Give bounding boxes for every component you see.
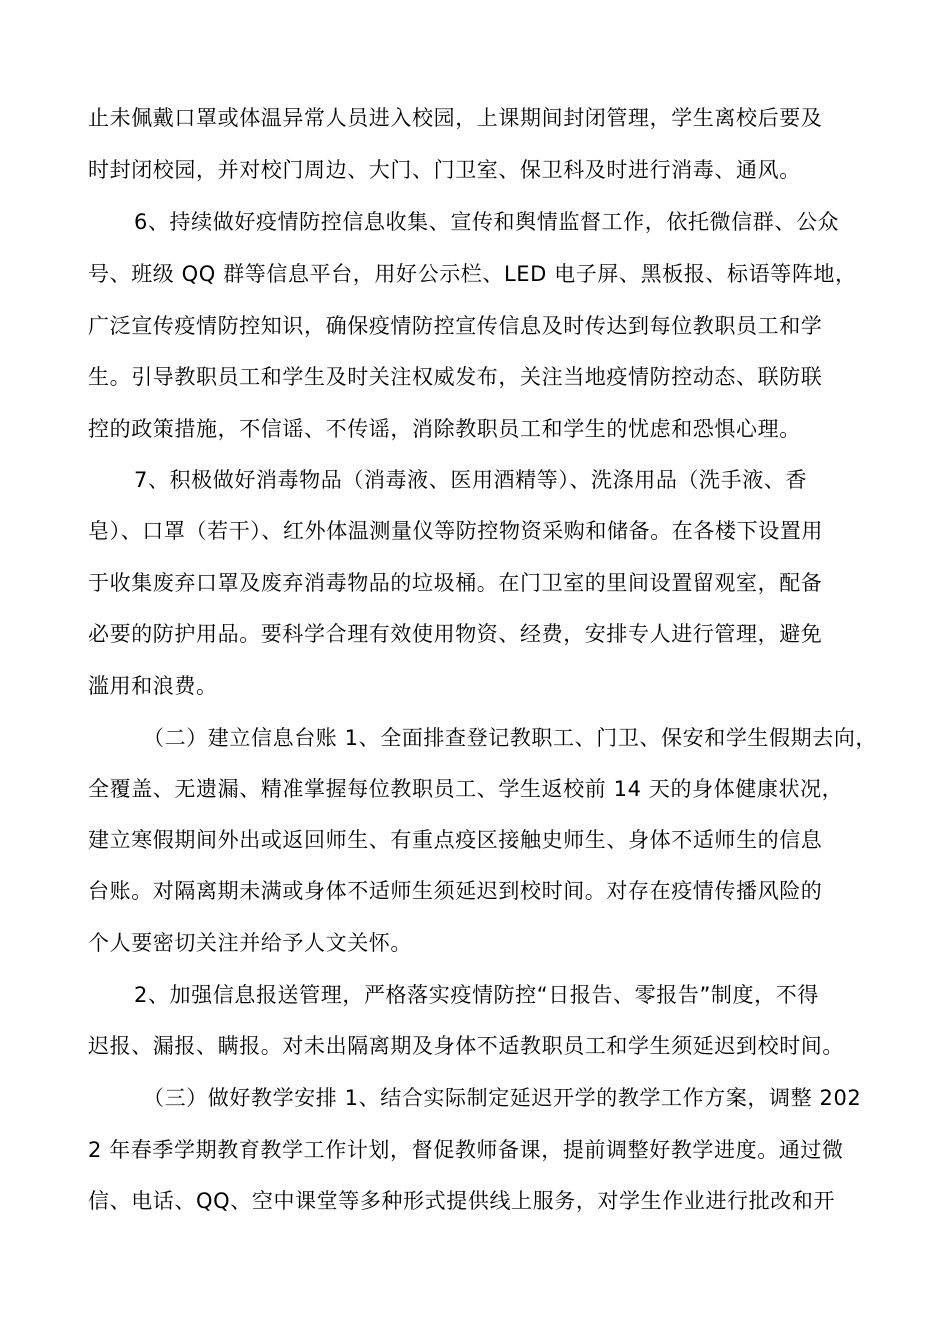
text-line: 必要的防护用品。要科学合理有效使用物资、经费，安排专人进行管理，避免 bbox=[88, 622, 823, 646]
text-line: 止未佩戴口罩或体温异常人员进入校园，上课期间封闭管理，学生离校后要及 bbox=[88, 106, 823, 130]
paragraph-start-line: 7、积极做好消毒物品（消毒液、医用酒精等）、洗涤用品（洗手液、香 bbox=[134, 468, 808, 492]
text-line: 个人要密切关注并给予人文关怀。 bbox=[88, 931, 412, 955]
text-line: 生。引导教职员工和学生及时关注权威发布，关注当地疫情防控动态、联防联 bbox=[88, 365, 823, 389]
text-line: 信、电话、QQ、空中课堂等多种形式提供线上服务，对学生作业进行批改和开 bbox=[88, 1189, 836, 1213]
paragraph-start-line: 6、持续做好疫情防控信息收集、宣传和舆情监督工作，依托微信群、公众 bbox=[134, 210, 840, 234]
text-line: 号、班级 QQ 群等信息平台，用好公示栏、LED 电子屏、黑板报、标语等阵地， bbox=[88, 262, 857, 286]
text-line: 广泛宣传疫情防控知识，确保疫情防控宣传信息及时传达到每位教职员工和学 bbox=[88, 314, 823, 338]
text-line: 全覆盖、无遗漏、精准掌握每位教职员工、学生返校前 14 天的身体健康状况， bbox=[88, 777, 844, 801]
text-line: 台账。对隔离期未满或身体不适师生须延迟到校时间。对存在疫情传播风险的 bbox=[88, 879, 823, 903]
text-line: 时封闭校园，并对校门周边、大门、门卫室、保卫科及时进行消毒、通风。 bbox=[88, 158, 801, 182]
text-line: 控的政策措施，不信谣、不传谣，消除教职员工和学生的忧虑和恐惧心理。 bbox=[88, 417, 801, 441]
text-line: 2 年春季学期教育教学工作计划，督促教师备课，提前调整好教学进度。通过微 bbox=[88, 1138, 844, 1162]
text-line: 皂）、口罩（若干）、红外体温测量仪等防控物资采购和储备。在各楼下设置用 bbox=[88, 519, 823, 543]
section-heading-line: （二）建立信息台账 1、全面排查登记教职工、门卫、保安和学生假期去向， bbox=[143, 726, 878, 750]
text-line: 于收集废弃口罩及废弃消毒物品的垃圾桶。在门卫室的里间设置留观室，配备 bbox=[88, 571, 823, 595]
paragraph-start-line: 2、加强信息报送管理，严格落实疫情防控“日报告、零报告”制度，不得 bbox=[134, 983, 819, 1007]
text-line: 滥用和浪费。 bbox=[88, 674, 218, 698]
section-heading-line: （三）做好教学安排 1、结合实际制定延迟开学的教学工作方案，调整 202 bbox=[143, 1086, 862, 1110]
text-line: 迟报、漏报、瞒报。对未出隔离期及身体不适教职员工和学生须延迟到校时间。 bbox=[88, 1034, 844, 1058]
text-line: 建立寒假期间外出或返回师生、有重点疫区接触史师生、身体不适师生的信息 bbox=[88, 828, 823, 852]
